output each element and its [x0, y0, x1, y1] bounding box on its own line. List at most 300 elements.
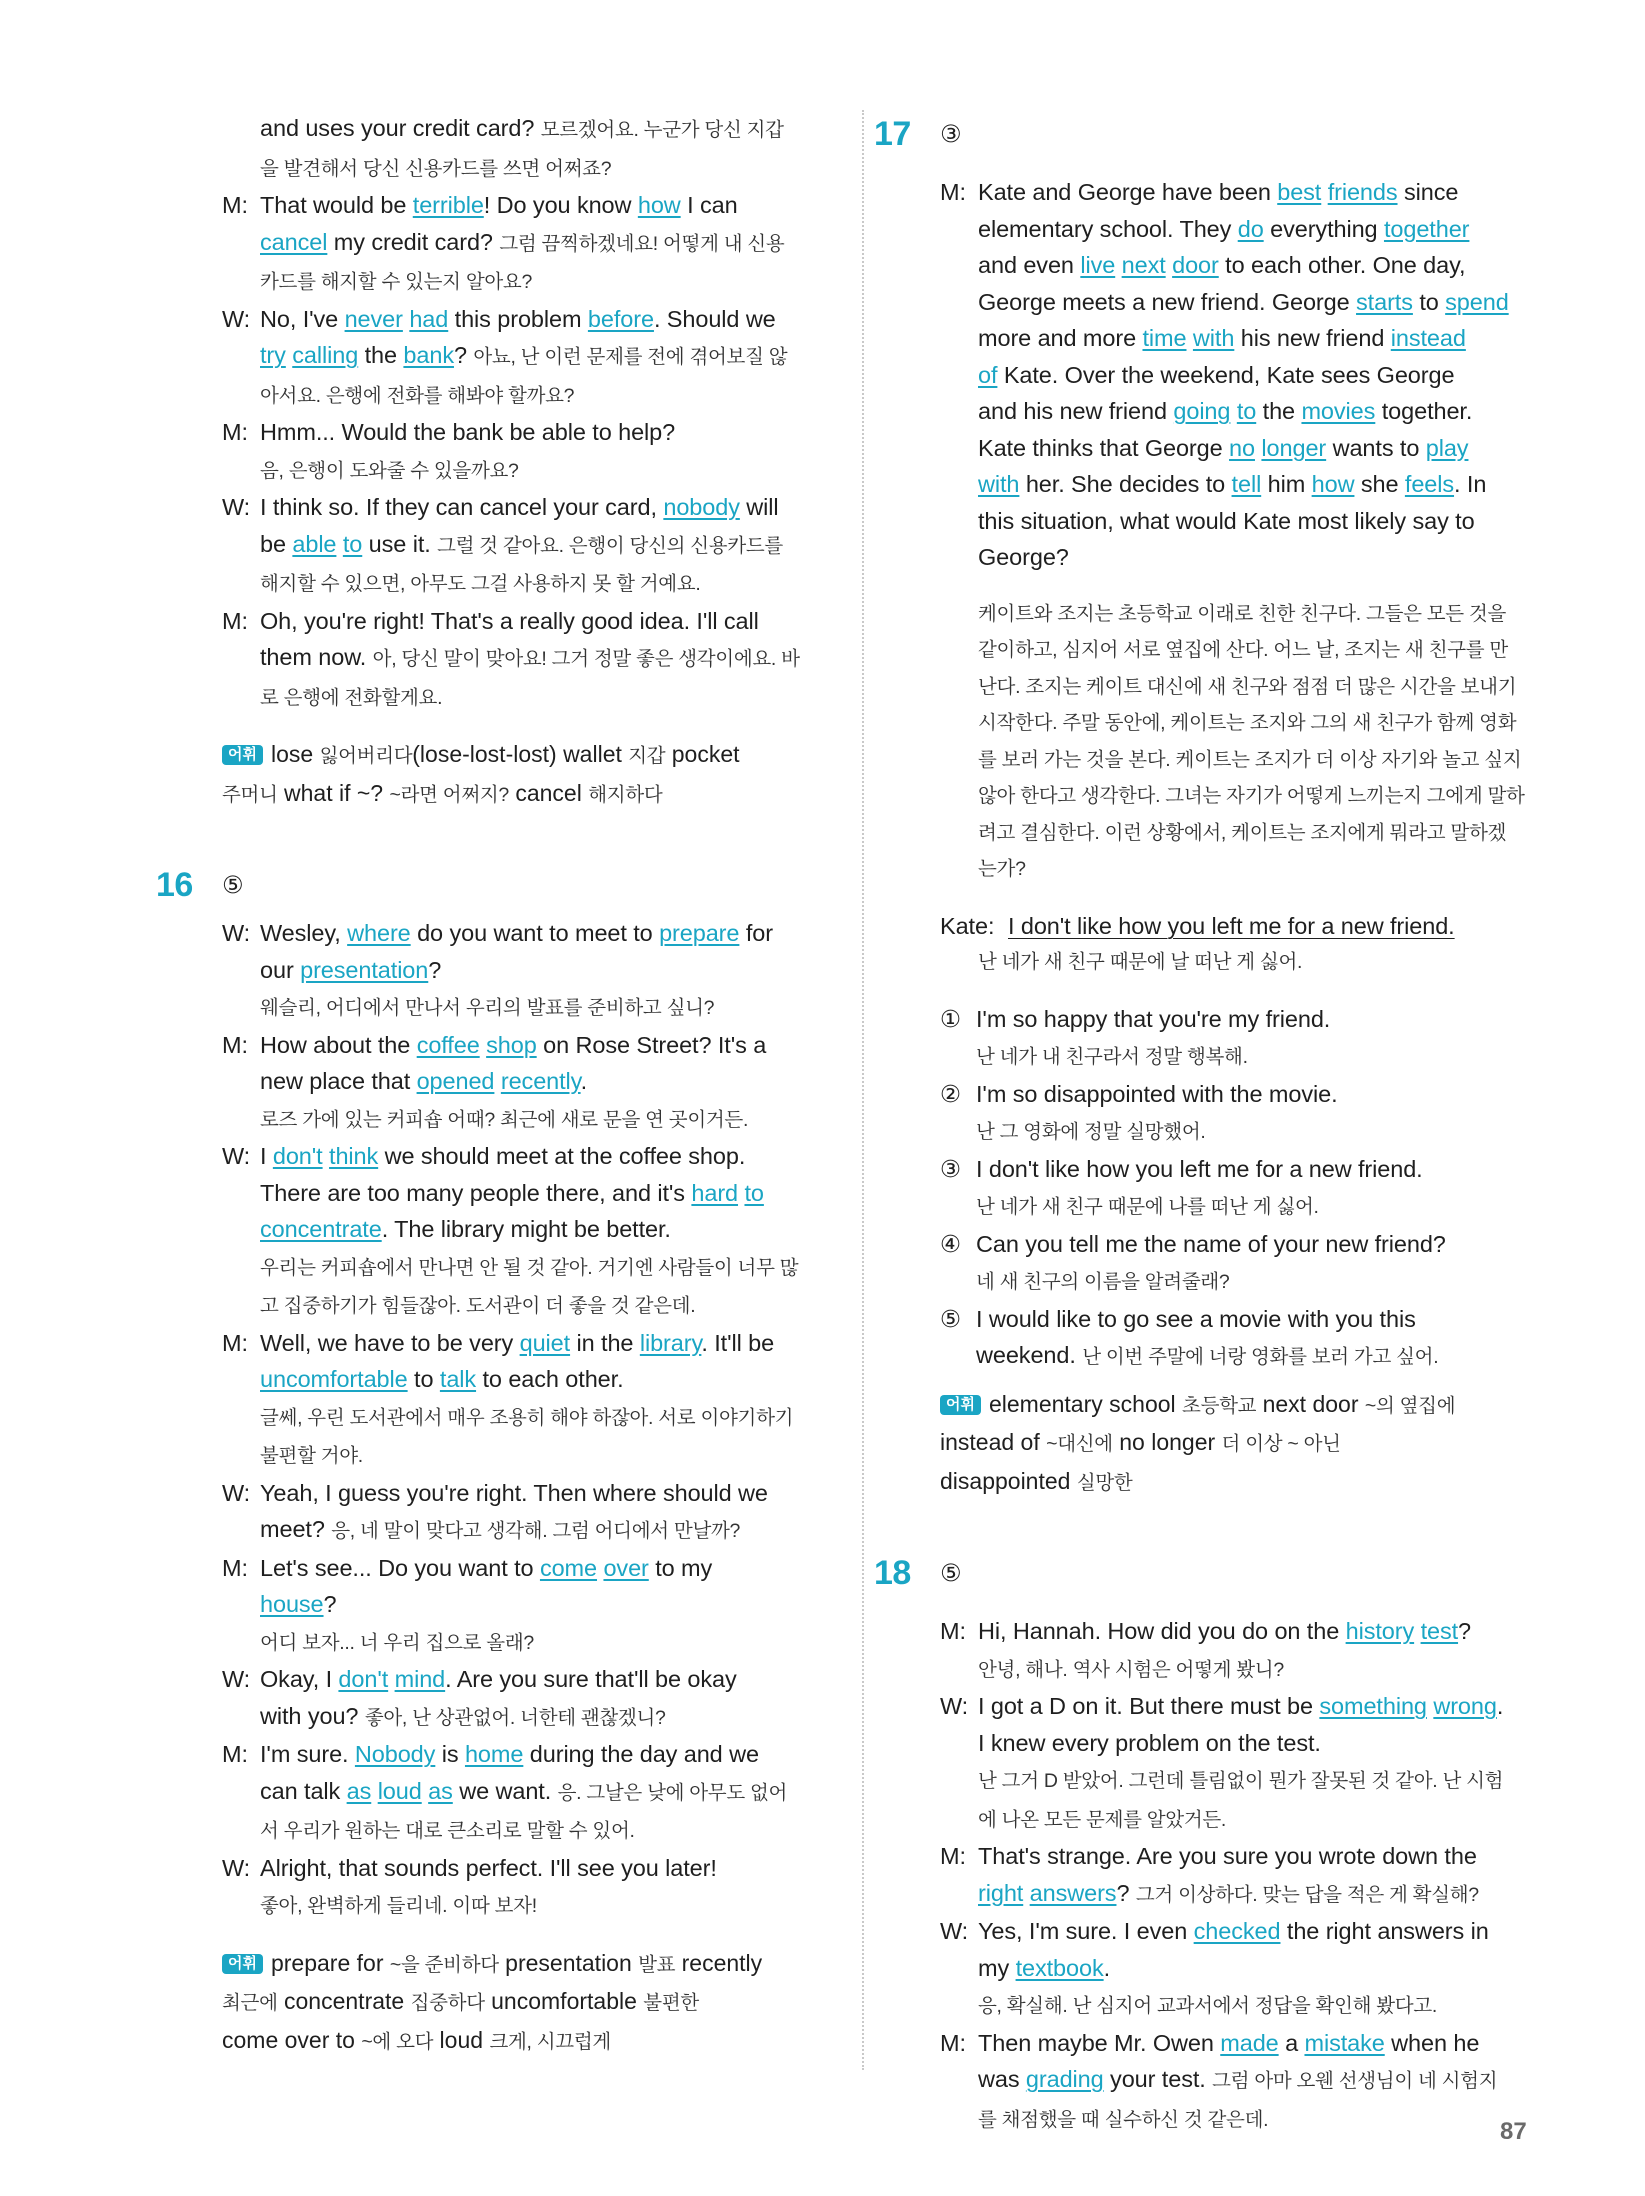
- dialogue-line: [222, 1361, 840, 1398]
- line-text: [260, 1811, 840, 1850]
- english-text: I got a D on it. But there must be: [978, 1693, 1320, 1719]
- speaker-label: [940, 1761, 978, 1800]
- speaker-label: [940, 247, 978, 284]
- speaker-label: [222, 1698, 260, 1737]
- vocab-line: [222, 775, 840, 814]
- speaker-label: [940, 1986, 978, 2025]
- answer-word: don't: [338, 1666, 389, 1692]
- korean-text: 네 새 친구의 이름을 알려줄래?: [976, 1271, 1230, 1293]
- english-text: .: [1103, 1954, 1111, 1981]
- english-text: use it.: [362, 530, 438, 557]
- answer-options-17: [940, 1001, 1560, 1376]
- korean-text: 않아 한다고 생각한다. 그녀는 자기가 어떻게 느끼는지 그에게 말하: [978, 785, 1525, 807]
- korean-text: 불편할 거야.: [260, 1445, 363, 1467]
- korean-text: 난 그거 D 받았어. 그런데 틀림없이 뭔가 잘못된 것 같아. 난 시험: [978, 1770, 1504, 1792]
- korean-text: 려고 결심한다. 이런 상황에서, 케이트는 조지에게 뭐라고 말하겠: [978, 821, 1507, 844]
- vocab-badge: 어휘: [222, 745, 263, 765]
- english-text: in the: [570, 1329, 640, 1356]
- answer-word: made: [1220, 2029, 1279, 2056]
- answer-word: as: [428, 1777, 453, 1804]
- dialogue-line: [940, 1800, 1560, 1839]
- vocabulary-box-15: [222, 736, 840, 813]
- dialogue-line: [222, 1623, 840, 1662]
- korean-text: 을 발견해서 당신 신용카드를 쓰면 어쩌죠?: [260, 157, 612, 180]
- dialogue-line: [940, 211, 1560, 248]
- option-text: I'm so disappointed with the movie.: [976, 1080, 1338, 1107]
- line-text: [978, 1950, 1560, 1987]
- speaker-label: [940, 1650, 978, 1689]
- vocab-badge: 어휘: [222, 1954, 263, 1974]
- english-text: a: [1278, 2029, 1305, 2056]
- korean-text: 집중하다: [410, 1992, 485, 2014]
- speaker-label: [222, 1248, 260, 1287]
- option-number: ⑤: [940, 1305, 961, 1332]
- dialogue-line: [222, 1773, 840, 1812]
- line-text: [978, 284, 1560, 321]
- english-text: the: [358, 342, 404, 368]
- answer-word: talk: [439, 1366, 477, 1392]
- answer-word: with: [1192, 325, 1235, 351]
- english-text: when he: [1384, 2029, 1480, 2056]
- line-text: [260, 1586, 840, 1623]
- english-text: prepare for: [270, 1949, 390, 1976]
- speaker-label: [940, 211, 978, 248]
- korean-text: 난 그 영화에 정말 실망했어.: [976, 1121, 1206, 1143]
- dialogue-line: [222, 1850, 840, 1887]
- dialogue-line: [940, 174, 1560, 211]
- english-text: Well, we have to be very: [260, 1329, 520, 1356]
- right-column: [874, 110, 1560, 2138]
- line-text: [260, 1286, 840, 1325]
- answer-word: spend: [1445, 288, 1509, 315]
- line-text: [260, 1436, 840, 1475]
- speaker-label: [940, 2100, 978, 2139]
- english-text: ?: [1116, 1879, 1136, 1906]
- line-text: [260, 149, 840, 188]
- answer-word: starts: [1356, 288, 1413, 315]
- english-text: Oh, you're right! That's a really good idea. I'll call: [260, 607, 759, 634]
- vocab-line: [222, 2022, 840, 2061]
- english-text: them now.: [260, 644, 373, 670]
- speaker-label: W:: [222, 1143, 251, 1169]
- question-17-header: [874, 110, 1560, 158]
- translation-line: [940, 669, 1560, 706]
- speaker-label: [222, 1211, 260, 1248]
- english-text: concentrate: [277, 1988, 411, 2014]
- line-text: [260, 1063, 840, 1100]
- line-text: [260, 1138, 840, 1175]
- english-text: this situation, what would Kate most likely say to: [978, 507, 1475, 534]
- english-text: .: [580, 1068, 588, 1094]
- english-text: this problem: [448, 305, 588, 332]
- korean-text: 음, 은행이 도와줄 수 있을까요?: [260, 459, 519, 482]
- dialogue-line: [222, 110, 840, 149]
- answer-word: come: [539, 1554, 598, 1581]
- dialogue-line: [940, 1838, 1560, 1875]
- answer-word: mistake: [1304, 2029, 1385, 2056]
- answer-word: to: [342, 530, 363, 557]
- dialogue-line: [222, 376, 840, 415]
- dialogue-line: [222, 187, 840, 224]
- dialogue-line: [940, 1725, 1560, 1762]
- dialogue-line: [222, 915, 840, 952]
- dialogue-line: [222, 149, 840, 188]
- english-text: wants to: [1326, 434, 1426, 461]
- speaker-label: M:: [940, 179, 966, 205]
- korean-text: 해지하다: [588, 783, 663, 806]
- answer-word: tell: [1231, 471, 1262, 497]
- option-text: I would like to go see a movie with you this: [976, 1305, 1416, 1332]
- speaker-label: M:: [222, 1554, 248, 1581]
- answer-word: of: [978, 361, 998, 388]
- line-text: [260, 1623, 840, 1662]
- speaker-label: [940, 466, 978, 503]
- korean-text: 웨슬리, 어디에서 만나서 우리의 발표를 준비하고 싶니?: [260, 997, 715, 1019]
- dialogue-line: [940, 1761, 1560, 1800]
- line-text: [260, 1661, 840, 1698]
- dialogue-line: [940, 539, 1560, 576]
- line-text: [260, 1511, 840, 1550]
- english-text: ?: [1458, 1618, 1472, 1644]
- line-text: [978, 174, 1560, 211]
- english-text: elementary school. They: [978, 215, 1238, 242]
- dialogue-line: [940, 2061, 1560, 2100]
- line-text: [260, 1773, 840, 1812]
- translation-line: [940, 778, 1560, 815]
- page-number: 87: [1500, 2118, 1527, 2145]
- dialogue-line: [940, 430, 1560, 467]
- korean-text: 그럼 끔찍하겠네요! 어떻게 내 신용: [499, 232, 785, 255]
- speaker-label: M:: [940, 1843, 966, 1869]
- answer-word: loud: [377, 1777, 422, 1804]
- line-text: [978, 211, 1560, 248]
- korean-text: 아, 당신 말이 맞아요! 그거 정말 좋은 생각이에요. 바: [372, 648, 800, 670]
- line-text: [978, 1650, 1560, 1689]
- answer-word: prepare: [659, 920, 740, 946]
- english-text: during the day and we: [523, 1741, 759, 1767]
- english-text: Okay, I: [260, 1666, 339, 1692]
- korean-text: 응. 그날은 낮에 아무도 없어: [557, 1781, 788, 1804]
- speaker-label: [222, 1286, 260, 1325]
- dialogue-line: [222, 337, 840, 376]
- speaker-label: [222, 952, 260, 989]
- speaker-label: [222, 988, 260, 1027]
- line-text: [260, 1886, 840, 1925]
- dialogue-line: [222, 1286, 840, 1325]
- dialogue-line: [940, 1875, 1560, 1914]
- english-text: we should meet at the coffee shop.: [378, 1143, 746, 1169]
- korean-text: 그럴 것 같아요. 은행이 당신의 신용카드를: [437, 534, 783, 557]
- speaker-label: W:: [940, 1918, 969, 1944]
- english-text: disappointed: [940, 1467, 1077, 1494]
- option-text: I don't like how you left me for a new friend.: [976, 1155, 1423, 1182]
- korean-text: 그거 이상하다. 맞는 답을 적은 게 확실해?: [1135, 1883, 1479, 1906]
- english-text: your test.: [1103, 2066, 1213, 2092]
- speaker-label: [222, 262, 260, 301]
- speaker-label: [222, 1100, 260, 1139]
- option-text: Can you tell me the name of your new friend?: [976, 1230, 1446, 1257]
- dialogue-line: [222, 1436, 840, 1475]
- answer-word: home: [464, 1741, 524, 1767]
- english-text: with you?: [260, 1702, 365, 1729]
- english-text: his new friend: [1234, 325, 1391, 351]
- line-text: [260, 489, 840, 526]
- speaker-label: [222, 1773, 260, 1812]
- line-text: [978, 2025, 1560, 2062]
- dialogue-line: [222, 1736, 840, 1773]
- vocab-badge: 어휘: [940, 1395, 981, 1415]
- speaker-label: [940, 1950, 978, 1987]
- answer-word: house: [260, 1591, 324, 1617]
- answer-word: door: [1172, 252, 1219, 278]
- speaker-label: M:: [222, 1329, 248, 1356]
- answer-word: movies: [1301, 398, 1376, 424]
- vocab-line: [940, 1424, 1560, 1463]
- line-text: [260, 915, 840, 952]
- speaker-label: [940, 284, 978, 321]
- answer-word: hard: [691, 1179, 739, 1206]
- answer-word: concentrate: [260, 1216, 382, 1242]
- dialogue-line: [222, 1100, 840, 1139]
- english-text: elementary school: [988, 1390, 1183, 1417]
- option-text: I'm so happy that you're my friend.: [976, 1005, 1331, 1032]
- line-text: [260, 1175, 840, 1212]
- dialogue-line: [222, 1811, 840, 1850]
- dialogue-line: [222, 952, 840, 989]
- dialogue-line: [222, 564, 840, 603]
- vocab-line: [222, 1945, 840, 1984]
- line-text: [260, 1398, 840, 1437]
- answer-word: presentation: [300, 956, 429, 983]
- dialogue-line: [222, 1027, 840, 1064]
- english-text: since: [1397, 179, 1459, 205]
- line-text: [260, 1698, 840, 1737]
- english-text: come over to: [222, 2026, 362, 2053]
- answer-word: try: [260, 342, 286, 368]
- speaker-label: [222, 526, 260, 565]
- speaker-label: [222, 337, 260, 376]
- line-text: [260, 564, 840, 603]
- dialogue-16: [222, 915, 840, 1925]
- english-text: lose: [270, 741, 320, 767]
- dialogue-line: [222, 1248, 840, 1287]
- line-text: [260, 337, 840, 376]
- english-text: . Should we: [653, 305, 776, 332]
- left-column: [156, 110, 840, 2060]
- line-text: [260, 1248, 840, 1287]
- line-text: [260, 1100, 840, 1139]
- dialogue-18: [940, 1613, 1560, 2138]
- dialogue-line: [940, 1688, 1560, 1725]
- speaker-label: M:: [222, 192, 248, 218]
- translation-17: [940, 596, 1560, 888]
- english-text: That would be: [260, 192, 413, 218]
- english-text: my credit card?: [327, 228, 500, 255]
- line-text: [260, 988, 840, 1027]
- dialogue-line: [222, 489, 840, 526]
- english-text: pocket: [665, 741, 740, 767]
- dialogue-line: [222, 603, 840, 640]
- dialogue-line: [222, 1398, 840, 1437]
- line-text: [260, 187, 840, 224]
- answer-word: going: [1173, 398, 1231, 424]
- english-text: and his new friend: [978, 398, 1174, 424]
- korean-text: 로 은행에 전화할게요.: [260, 686, 443, 709]
- answer-word: think: [329, 1143, 379, 1169]
- dialogue-line: [222, 1511, 840, 1550]
- line-text: [260, 110, 840, 149]
- line-text: [978, 1725, 1560, 1762]
- english-text: Kate thinks that George: [978, 434, 1230, 461]
- dialogue-line: [222, 1661, 840, 1698]
- answer-word: checked: [1193, 1918, 1281, 1944]
- korean-text: 우리는 커피숍에서 만나면 안 될 것 같아. 거기엔 사람들이 너무 많: [260, 1256, 799, 1279]
- english-text: presentation: [498, 1949, 639, 1976]
- line-text: [260, 952, 840, 989]
- kate-response-text: I don't like how you left me for a new friend.: [1008, 912, 1455, 939]
- line-text: [978, 1688, 1560, 1725]
- answer-word: don't: [272, 1143, 323, 1169]
- question-16-header: [156, 861, 840, 909]
- answer-word: no: [1229, 434, 1255, 461]
- answer-word: terrible: [412, 192, 484, 218]
- korean-text: 좋아, 난 상관없어. 너한테 괜찮겠니?: [364, 1706, 666, 1729]
- line-text: [260, 639, 840, 678]
- answer-word: mind: [394, 1666, 446, 1692]
- korean-text: 난다. 조지는 케이트 대신에 새 친구와 점점 더 많은 시간을 보내기: [978, 675, 1517, 698]
- dialogue-line: [940, 1650, 1560, 1689]
- speaker-label: [222, 1361, 260, 1398]
- english-text: Kate and George have been: [978, 179, 1278, 205]
- english-text: No, I've: [260, 305, 345, 332]
- line-text: [260, 1211, 840, 1248]
- speaker-label: [222, 110, 260, 149]
- korean-text: ~대신에: [1046, 1433, 1113, 1455]
- answer-option: [940, 1001, 1560, 1038]
- english-text: meet?: [260, 1516, 332, 1542]
- line-text: [978, 247, 1560, 284]
- english-text: and uses your credit card?: [260, 115, 541, 141]
- dialogue-line: [222, 262, 840, 301]
- speaker-label: W:: [222, 920, 251, 946]
- translation-line: [940, 815, 1560, 852]
- translation-line: [940, 705, 1560, 742]
- translation-line: [940, 851, 1560, 888]
- line-text: [260, 603, 840, 640]
- answer-option: [940, 1301, 1560, 1338]
- korean-text: 해지할 수 있으면, 아무도 그걸 사용하지 못 할 거예요.: [260, 573, 701, 595]
- speaker-label: W:: [222, 1666, 251, 1692]
- korean-text: 좋아, 완벽하게 들리네. 이따 보자!: [260, 1895, 537, 1917]
- english-text: we want.: [452, 1777, 558, 1804]
- korean-text: 케이트와 조지는 초등학교 이래로 친한 친구다. 그들은 모든 것을: [978, 602, 1507, 625]
- english-text: ?: [323, 1591, 337, 1617]
- english-text: no longer: [1112, 1429, 1222, 1455]
- option-translation: [940, 1337, 1560, 1376]
- korean-text: ~을 준비하다: [389, 1953, 499, 1976]
- korean-text: 시작한다. 주말 동안에, 케이트는 조지와 그의 새 친구가 함께 영화: [978, 712, 1517, 734]
- vocab-line: [940, 1386, 1560, 1425]
- speaker-label: M:: [940, 1618, 966, 1644]
- english-text: for: [739, 920, 773, 946]
- answer-word: best: [1277, 179, 1322, 205]
- answer-word: longer: [1261, 434, 1327, 461]
- korean-text: 로즈 가에 있는 커피숍 어때? 최근에 새로 문을 연 곳이거든.: [260, 1108, 749, 1131]
- answer-word: cancel: [260, 228, 328, 255]
- korean-text: 초등학교: [1182, 1394, 1257, 1417]
- speaker-label: W:: [222, 1479, 251, 1506]
- dialogue-line: [222, 1325, 840, 1362]
- english-text: ?: [428, 956, 442, 983]
- dialogue-line: [222, 1138, 840, 1175]
- korean-text: 아서요. 은행에 전화를 해봐야 할까요?: [260, 384, 575, 407]
- dialogue-line: [222, 639, 840, 678]
- dialogue-line: [940, 1613, 1560, 1650]
- english-text: to each other.: [476, 1366, 624, 1392]
- line-text: [260, 1027, 840, 1064]
- speaker-label: [222, 1623, 260, 1662]
- english-text: instead of: [940, 1429, 1047, 1455]
- english-text: weekend.: [976, 1342, 1083, 1368]
- option-number: ③: [940, 1155, 961, 1182]
- vocabulary-box-17: [940, 1386, 1560, 1502]
- english-text: him: [1261, 471, 1312, 497]
- english-text: do you want to meet to: [410, 920, 660, 946]
- dialogue-line: [222, 988, 840, 1027]
- line-text: [260, 1361, 840, 1398]
- answer-word: time: [1142, 325, 1187, 351]
- answer-word: recently: [500, 1068, 581, 1094]
- option-number: ②: [940, 1080, 961, 1107]
- english-text: recently: [675, 1949, 763, 1976]
- korean-text: 그럼 아마 오웬 선생님이 네 시험지: [1212, 2070, 1498, 2092]
- option-translation: [940, 1262, 1560, 1301]
- answer-word: live: [1080, 252, 1116, 278]
- dialogue-line: [940, 247, 1560, 284]
- speaker-label: [940, 2061, 978, 2100]
- speaker-label: [940, 320, 978, 357]
- line-text: [978, 2100, 1560, 2139]
- dialogue-line: [940, 1913, 1560, 1950]
- line-text: [978, 466, 1560, 503]
- answer-word: how: [637, 192, 681, 218]
- speaker-label: [222, 451, 260, 490]
- korean-text: 난 이번 주말에 너랑 영화를 보러 가고 싶어.: [1082, 1346, 1439, 1368]
- dialogue-line: [940, 1950, 1560, 1987]
- dialogue-line: [940, 466, 1560, 503]
- speaker-label: [222, 224, 260, 263]
- answer-word: history: [1345, 1618, 1415, 1644]
- speaker-label: [222, 639, 260, 678]
- answer-word: Nobody: [354, 1741, 436, 1767]
- korean-text: 모르겠어요. 누군가 당신 지갑: [540, 119, 784, 141]
- line-text: [260, 376, 840, 415]
- line-text: [260, 1475, 840, 1512]
- english-text: Yes, I'm sure. I even: [978, 1918, 1194, 1944]
- answer-word: before: [587, 305, 654, 332]
- english-text: ! Do you know: [483, 192, 638, 218]
- speaker-label: [940, 539, 978, 576]
- speaker-label: M:: [222, 607, 248, 634]
- answer-word: answers: [1029, 1879, 1117, 1906]
- speaker-label: [940, 1725, 978, 1762]
- answer-word: able: [292, 530, 337, 557]
- kate-response-translation: [940, 944, 1560, 981]
- english-text: .: [1496, 1693, 1504, 1719]
- english-text: to each other. One day,: [1218, 252, 1466, 278]
- english-text: new place that: [260, 1068, 417, 1094]
- korean-text: 발표: [638, 1953, 676, 1976]
